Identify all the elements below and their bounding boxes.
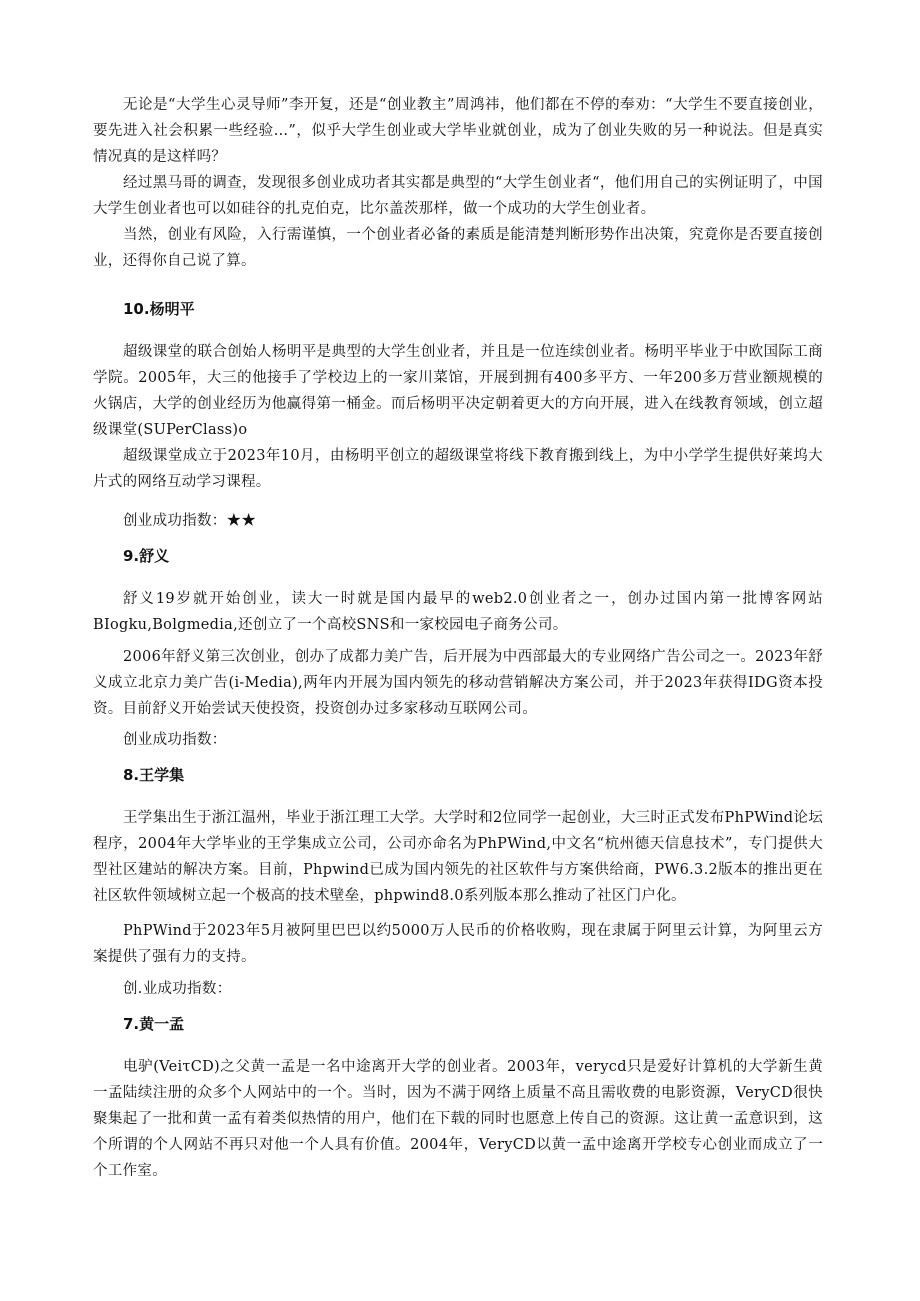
intro-paragraph-3: 当然，创业有风险，入行需谨慎，一个创业者必备的素质是能清楚判断形势作出决策，究竟你是否要直接创业，还得你自己说了算。 xyxy=(93,227,823,269)
section-yang-paragraph-2: 超级课堂成立于2023年10月，由杨明平创立的超级课堂将线下教育搬到线上，为中小学学生提供好莱坞大片式的网络互动学习课程。 xyxy=(93,448,823,490)
section-wang-paragraph-2: PhPWind于2023年5月被阿里巴巴以约5000万人民币的价格收购，现在隶属于阿里云计算，为阿里云方案提供了强有力的支持。 xyxy=(93,923,823,965)
section-heading-yang-mingping: 10.杨明平 xyxy=(123,300,195,318)
section-shu-paragraph-2: 2006年舒义第三次创业，创办了成都力美广告，后开展为中西部最大的专业网络广告公司之一。2023年舒义成立北京力美广告(i-Media),两年内开展为国内领先的移动营销解决方案公司，并于2023年获得IDG资本投资。目前舒义开始尝试天使投资，投资创办过多家移动互联网公司。 xyxy=(93,649,823,717)
intro-paragraph-2: 经过黑马哥的调查，发现很多创业成功者其实都是典型的“大学生创业者“，他们用自己的实例证明了，中国大学生创业者也可以如硅谷的扎克伯克，比尔盖茨那样，做一个成功的大学生创业者。 xyxy=(93,175,823,217)
section-wang-paragraph-1: 王学集出生于浙江温州，毕业于浙江理工大学。大学时和2位同学一起创业，大三时正式发布PhPWind论坛程序，2004年大学毕业的王学集成立公司，公司亦命名为PhPWind,中文名“杭州德天信息技术”，专门提供大型社区建站的解决方案。目前，Phpwind已成为国内领先的社区软件与方案供给商，PW6.3.2版本的推出更在社区软件领域树立起一个极高的技术壁垒，phpwind8.0系列版本那么推动了社区门户化。 xyxy=(93,810,823,904)
section-shu-rating: 创业成功指数： xyxy=(123,732,227,748)
section-heading-huang-yimeng: 7.黄一孟 xyxy=(123,1015,185,1033)
section-heading-shu-yi: 9.舒义 xyxy=(123,547,170,565)
section-huang-paragraph-1: 电驴(VeiτCD)之父黄一孟是一名中途离开大学的创业者。2003年，verycd只是爱好计算机的大学新生黄一孟陆续注册的众多个人网站中的一个。当时，因为不满于网络上质量不高且需收费的电影资源，VeryCD很快聚集起了一批和黄一孟有着类似热情的用户，他们在下载的同时也愿意上传自己的资源。这让黄一孟意识到，这个所谓的个人网站不再只对他一个人具有价值。2004年，VeryCD以黄一孟中途离开学校专心创业而成立了一个工作室。 xyxy=(93,1059,823,1179)
section-yang-rating: 创业成功指数：★★ xyxy=(123,513,257,529)
section-wang-rating: 创.业成功指数： xyxy=(123,981,232,997)
intro-paragraph-1: 无论是“大学生心灵导师”李开复，还是“创业教主”周鸿祎，他们都在不停的奉劝：“大学生不要直接创业，要先进入社会积累一些经验…”，似乎大学生创业或大学毕业就创业，成为了创业失败的另一种说法。但是真实情况真的是这样吗？ xyxy=(93,97,823,165)
section-yang-paragraph-1: 超级课堂的联合创始人杨明平是典型的大学生创业者，并且是一位连续创业者。杨明平毕业于中欧国际工商学院。2005年，大三的他接手了学校边上的一家川菜馆，开展到拥有400多平方、一年200多万营业额规模的火锅店，大学的创业经历为他赢得第一桶金。而后杨明平决定朝着更大的方向开展，进入在线教育领域，创立超级课堂(SUPerClass)o xyxy=(93,344,823,438)
section-heading-wang-xueji: 8.王学集 xyxy=(123,766,185,784)
section-shu-paragraph-1: 舒义19岁就开始创业，读大一时就是国内最早的web2.0创业者之一，创办过国内第一批博客网站BIogku,Bolgmedia,还创立了一个高校SNS和一家校园电子商务公司。 xyxy=(93,591,823,633)
